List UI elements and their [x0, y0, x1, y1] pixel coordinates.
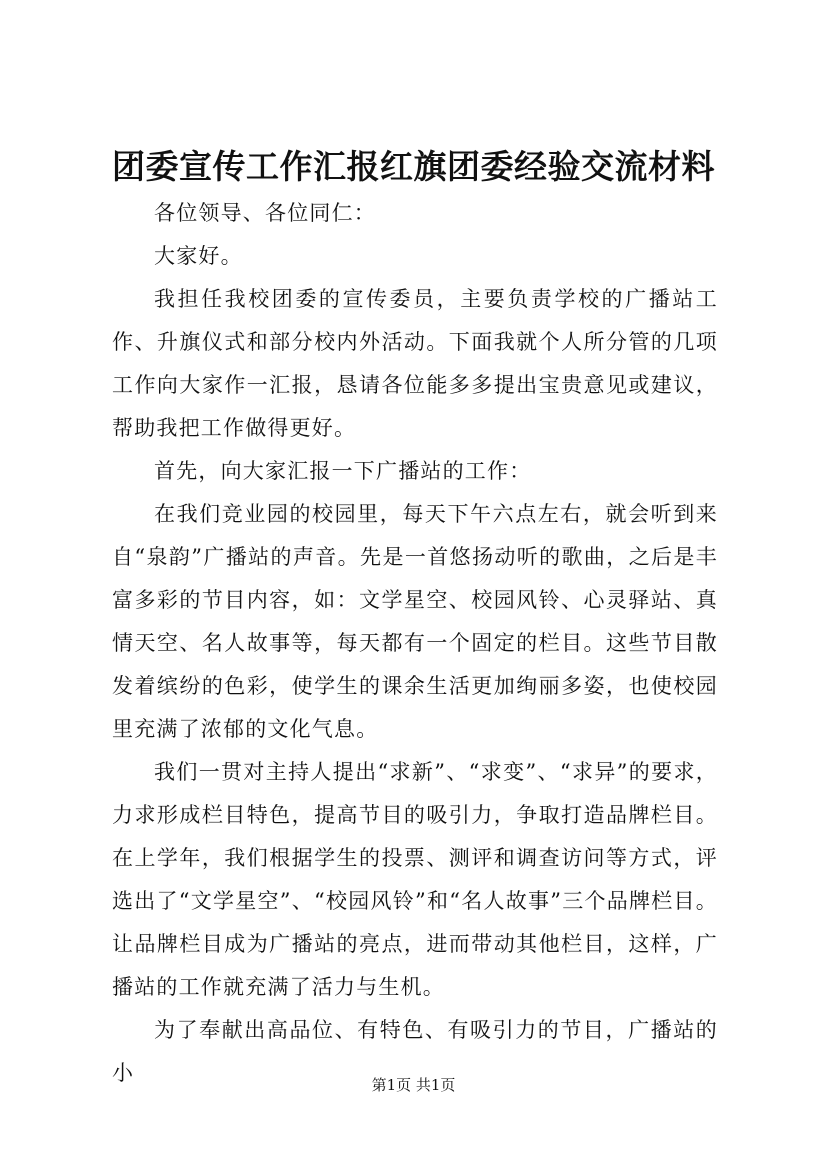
section-intro-paragraph: 首先，向大家汇报一下广播站的工作：	[154, 459, 532, 483]
salutation-paragraph: 各位领导、各位同仁：	[154, 201, 376, 225]
page-footer: 第1页 共1页	[371, 1076, 456, 1094]
broadcast-brand-paragraph: 我们一贯对主持人提出“求新”、“求变”、“求异”的要求，力求形成栏目特色，提高节目的吸引力，争取打造品牌栏目。在上学年，我们根据学生的投票、测评和调查访问等方式，评选出了“文学星空”、“校园风铃”和“名人故事”三个品牌栏目。让品牌栏目成为广播站的亮点，进而带动其他栏目，这样，广播站的工作就充满了活力与生机。	[112, 760, 718, 999]
broadcast-description-paragraph: 在我们竞业园的校园里，每天下午六点左右，就会听到来自“泉韵”广播站的声音。先是一首悠扬动听的歌曲，之后是丰富多彩的节目内容，如：文学星空、校园风铃、心灵驿站、真情天空、名人故事等，每天都有一个固定的栏目。这些节目散发着缤纷的色彩，使学生的课余生活更加绚丽多姿，也使校园里充满了浓郁的文化气息。	[112, 502, 718, 741]
greeting-paragraph: 大家好。	[154, 244, 243, 268]
document-title: 团委宣传工作汇报红旗团委经验交流材料	[112, 147, 715, 186]
intro-paragraph: 我担任我校团委的宣传委员，主要负责学校的广播站工作、升旗仪式和部分校内外活动。下面我就个人所分管的几项工作向大家作一汇报，恳请各位能多多提出宝贵意见或建议，帮助我把工作做得更好。	[112, 287, 718, 440]
document-body	[112, 192, 718, 1095]
truncated-paragraph: 为了奉献出高品位、有特色、有吸引力的节目，广播站的小	[112, 1018, 718, 1085]
